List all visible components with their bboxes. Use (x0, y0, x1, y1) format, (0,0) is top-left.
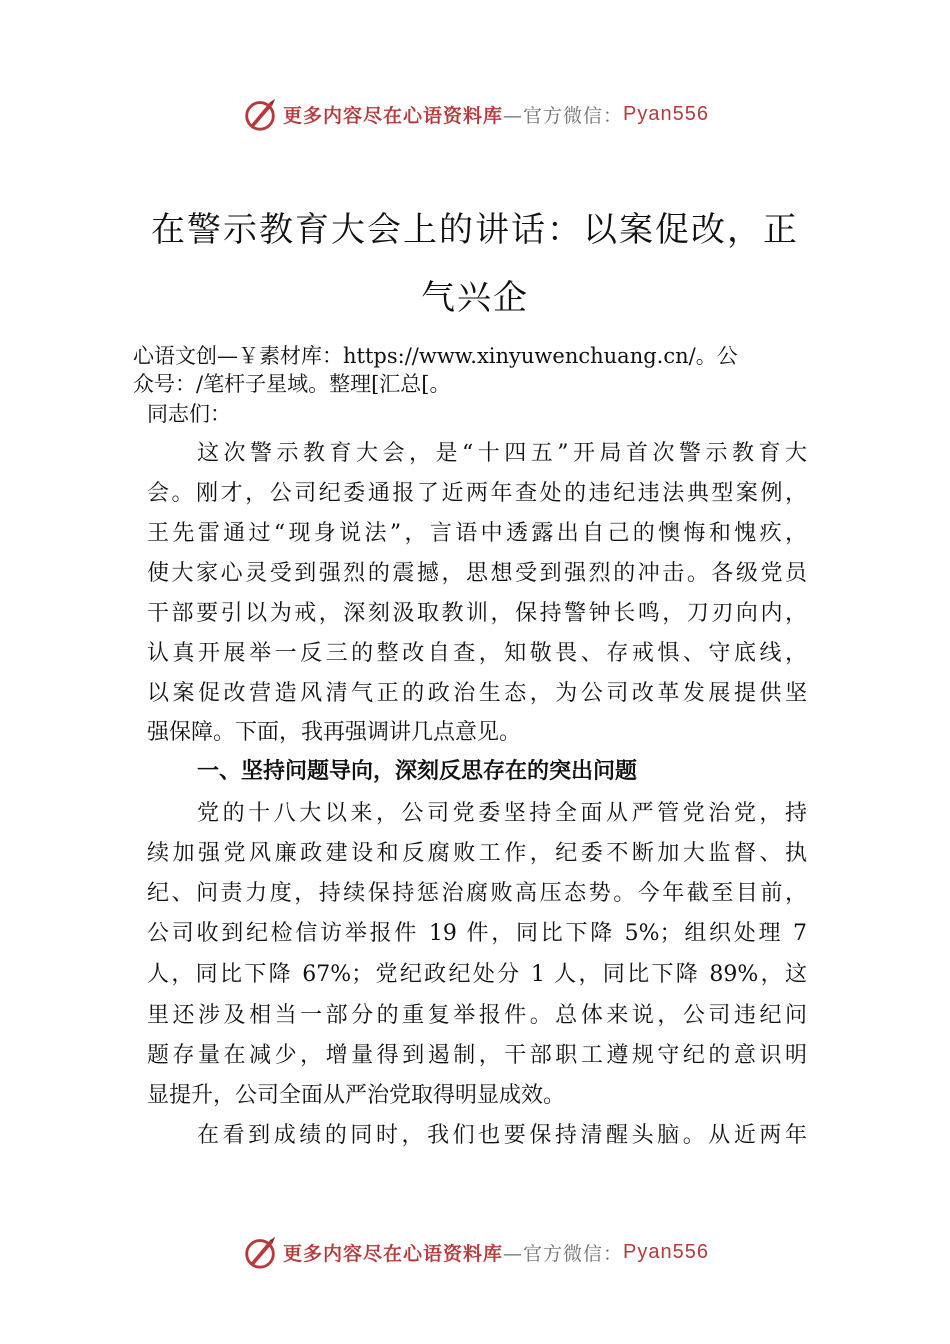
paragraph-1-line: 以案促改营造风清气正的政治生态，为公司改革发展提供坚 (147, 681, 807, 706)
source-line-2: 众号：/笔杆子星域。整理[汇总[。 (133, 372, 451, 396)
paragraph-2-line: 续加强党风廉政建设和反腐败工作，纪委不断加大监督、执 (147, 841, 807, 866)
paragraph-2-line: 党的十八大以来，公司党委坚持全面从严管党治党，持 (197, 801, 807, 826)
document-title-line-2: 气兴企 (421, 278, 529, 318)
banner-wechat-id: Pyan556 (623, 1240, 709, 1263)
banner-wechat-label: —官方微信： (503, 1242, 624, 1265)
paragraph-2-line: 公司收到纪检信访举报件 19 件，同比下降 5%；组织处理 7 (147, 921, 807, 946)
paragraph-1-line: 干部要引以为戒，深刻汲取教训，保持警钟长鸣，刀刃向内， (147, 601, 807, 626)
paragraph-1-line: 王先雷通过“现身说法”，言语中透露出自己的懊悔和愧疚， (147, 521, 807, 546)
banner-library-text: 更多内容尽在心语资料库 (283, 104, 504, 127)
quill-logo-icon (241, 1233, 279, 1271)
header-banner (0, 94, 950, 134)
document-title-line-1: 在警示教育大会上的讲话：以案促改，正 (151, 210, 799, 250)
source-line-1: 心语文创—￥素材库：https://www.xinyuwenchuang.cn/。公 (133, 344, 738, 368)
section-heading-1: 一、坚持问题导向，深刻反思存在的突出问题 (197, 759, 638, 784)
banner-library-text: 更多内容尽在心语资料库 (283, 1242, 504, 1265)
footer-banner (0, 1232, 950, 1272)
quill-logo-icon (241, 95, 279, 133)
paragraph-2-line: 里还涉及相当一部分的重复举报件。总体来说，公司违纪问 (147, 1003, 807, 1028)
paragraph-1-line: 这次警示教育大会，是“十四五”开局首次警示教育大 (197, 441, 807, 466)
paragraph-1-line: 使大家心灵受到强烈的震撼，思想受到强烈的冲击。各级党员 (147, 561, 807, 586)
paragraph-1-line: 强保障。下面，我再强调讲几点意见。 (147, 720, 522, 745)
banner-wechat-label: —官方微信： (503, 104, 624, 127)
paragraph-3-line: 在看到成绩的同时，我们也要保持清醒头脑。从近两年 (197, 1123, 807, 1148)
banner-wechat-id: Pyan556 (623, 102, 709, 125)
paragraph-2-line: 纪、问责力度，持续保持惩治腐败高压态势。今年截至目前， (147, 881, 807, 906)
greeting: 同志们： (147, 402, 231, 426)
paragraph-2-line: 题存量在减少，增量得到遏制，干部职工遵规守纪的意识明 (147, 1043, 807, 1068)
paragraph-2-line: 人，同比下降 67%；党纪政纪处分 1 人，同比下降 89%，这 (147, 962, 807, 987)
paragraph-2-line: 显提升，公司全面从严治党取得明显成效。 (147, 1083, 566, 1108)
paragraph-1-line: 认真开展举一反三的整改自查，知敬畏、存戒惧、守底线， (147, 641, 807, 666)
paragraph-1-line: 会。刚才，公司纪委通报了近两年查处的违纪违法典型案例， (147, 481, 807, 506)
